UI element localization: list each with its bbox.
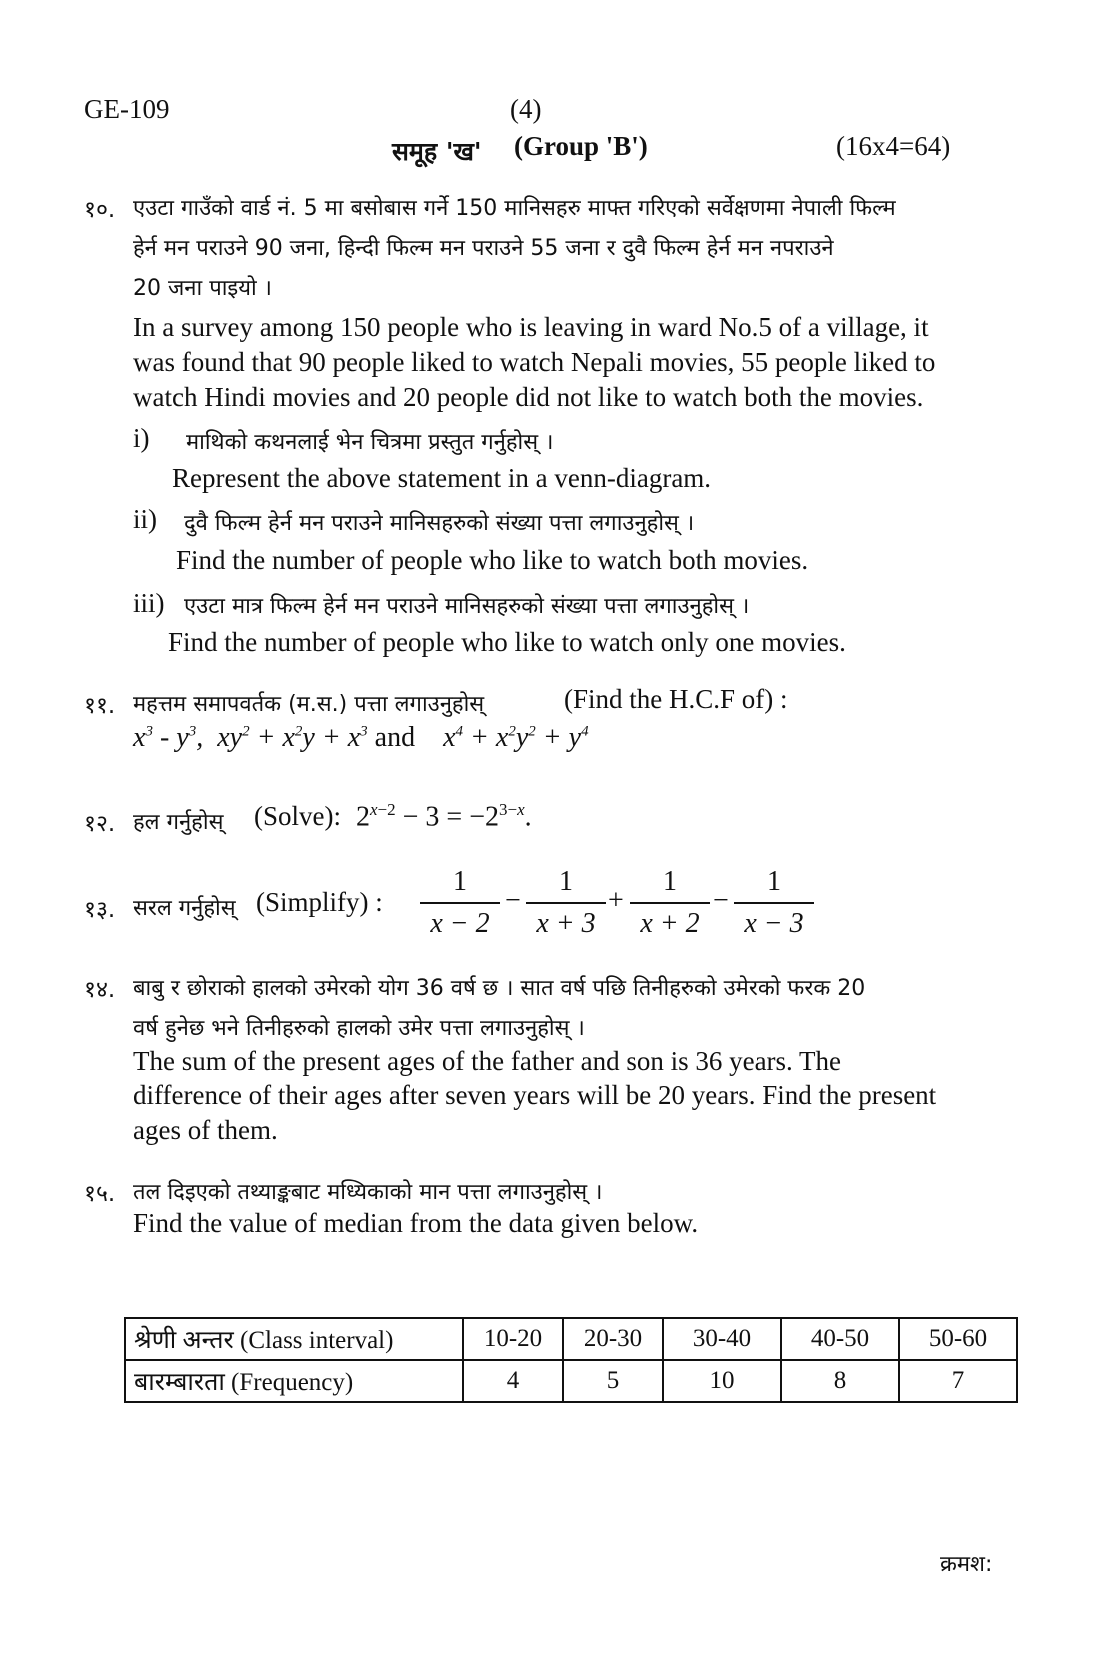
q10-en-line3: watch Hindi movies and 20 people did not like to watch both the movies. xyxy=(133,382,924,412)
group-title-en: (Group 'B') xyxy=(514,131,648,161)
q13-fraction-2 xyxy=(526,866,606,940)
q10-np-line1: एउटा गाउँको वार्ड नं. 5 मा बसोबास गर्ने 150 मानिसहरु माफ्त गरिएको सर्वेक्षणमा नेपाली फिल्म xyxy=(133,196,896,221)
q13-fraction-1-numerator: 1 xyxy=(420,866,500,904)
interval-cell: 30-40 xyxy=(663,1318,781,1360)
q13-operator-1: − xyxy=(505,885,521,916)
frequency-cell: 5 xyxy=(563,1360,663,1402)
q14-en-line1: The sum of the present ages of the father and son is 36 years. The xyxy=(133,1046,842,1076)
frequency-table xyxy=(124,1317,1018,1403)
q13-operator-3: − xyxy=(713,885,729,916)
q10-ii-np: दुवै फिल्म हेर्न मन पराउने मानिसहरुको संख्या पत्ता लगाउनुहोस् । xyxy=(184,511,695,536)
q10-number: १०. xyxy=(84,197,116,223)
q10-iii-en: Find the number of people who like to watch only one movies. xyxy=(168,627,846,657)
exam-code: GE-109 xyxy=(84,94,170,124)
page-number: (4) xyxy=(510,94,542,124)
q10-iii-label: iii) xyxy=(133,588,165,618)
table-row xyxy=(125,1318,1017,1360)
frequency-cell: 10 xyxy=(663,1360,781,1402)
group-title-np: समूह 'ख' xyxy=(392,137,482,166)
q11-np: महत्तम समापवर्तक (म.स.) पत्ता लगाउनुहोस् xyxy=(133,692,485,717)
q12-equation: $2^{x-2} - 3 = -2^{3-x}$. xyxy=(356,800,532,833)
q11-number: ११. xyxy=(84,693,116,719)
q10-i-label: i) xyxy=(133,423,150,453)
continued-label: क्रमश: xyxy=(940,1552,993,1577)
q11-and: and xyxy=(374,722,416,753)
q10-en-line2: was found that 90 people liked to watch Nepali movies, 55 people liked to xyxy=(133,347,936,377)
q13-fraction-2-numerator: 1 xyxy=(526,866,606,904)
q13-fraction-1-denominator: x − 2 xyxy=(430,908,490,939)
q13-fraction-2-denominator: x + 3 xyxy=(536,908,596,939)
q15-np: तल दिइएको तथ्याङ्कबाट मध्यिकाको मान पत्ता लगाउनुहोस् । xyxy=(133,1180,603,1205)
interval-cell: 40-50 xyxy=(781,1318,899,1360)
q10-en-line1: In a survey among 150 people who is leaving in ward No.5 of a village, it xyxy=(133,312,929,342)
group-marks: (16x4=64) xyxy=(836,131,951,161)
q13-fraction-4-numerator: 1 xyxy=(734,866,814,904)
q13-fraction-3-denominator: x + 2 xyxy=(640,908,700,939)
q14-np-line1: बाबु र छोराको हालको उमेरको योग 36 वर्ष छ । सात वर्ष पछि तिनीहरुको उमेरको फरक 20 xyxy=(133,976,866,1001)
q13-fraction-3-numerator: 1 xyxy=(630,866,710,904)
q10-np-line2: हेर्न मन पराउने 90 जना, हिन्दी फिल्म मन पराउने 55 जना र दुवै फिल्म हेर्न मन नपराउने xyxy=(133,236,834,261)
q12-en: (Solve): xyxy=(254,801,341,831)
q10-ii-label: ii) xyxy=(133,504,157,534)
q13-fraction-3 xyxy=(630,866,710,940)
table-row xyxy=(125,1360,1017,1402)
q10-iii-np: एउटा मात्र फिल्म हेर्न मन पराउने मानिसहरुको संख्या पत्ता लगाउनुहोस् । xyxy=(184,594,750,619)
frequency-cell: 8 xyxy=(781,1360,899,1402)
interval-cell: 20-30 xyxy=(563,1318,663,1360)
q15-number: १५. xyxy=(84,1181,116,1207)
interval-cell: 10-20 xyxy=(463,1318,563,1360)
q10-ii-en: Find the number of people who like to watch both movies. xyxy=(176,545,809,575)
q12-number: १२. xyxy=(84,811,116,837)
q14-np-line2: वर्ष हुनेछ भने तिनीहरुको हालको उमेर पत्ता लगाउनुहोस् । xyxy=(133,1016,585,1041)
q13-np: सरल गर्नुहोस् xyxy=(133,896,236,921)
frequency-cell: 7 xyxy=(899,1360,1017,1402)
q13-fraction-4-denominator: x − 3 xyxy=(744,908,804,939)
q10-i-en: Represent the above statement in a venn-diagram. xyxy=(172,463,712,493)
q11-expression: $x^3 - y^3$, $xy^2 + x^2y + x^3$ and $x^4 + x^2y^2 + y^4$ xyxy=(133,722,589,753)
frequency-cell: 4 xyxy=(463,1360,563,1402)
q12-np: हल गर्नुहोस् xyxy=(133,810,224,835)
q13-operator-2: + xyxy=(608,885,624,916)
q13-en: (Simplify) : xyxy=(256,887,383,917)
q13-fraction-4 xyxy=(734,866,814,940)
q10-i-np: माथिको कथनलाई भेन चित्रमा प्रस्तुत गर्नुहोस् । xyxy=(186,430,554,455)
q11-en: (Find the H.C.F of) : xyxy=(564,684,788,714)
q14-en-line3: ages of them. xyxy=(133,1115,278,1145)
class-interval-header: श्रेणी अन्तर (Class interval) xyxy=(125,1318,463,1360)
frequency-header: बारम्बारता (Frequency) xyxy=(125,1360,463,1402)
interval-cell: 50-60 xyxy=(899,1318,1017,1360)
q15-en: Find the value of median from the data given below. xyxy=(133,1208,699,1238)
q14-number: १४. xyxy=(84,977,116,1003)
q14-en-line2: difference of their ages after seven years will be 20 years. Find the present xyxy=(133,1080,937,1110)
q13-fraction-1 xyxy=(420,866,500,940)
q13-number: १३. xyxy=(84,897,116,923)
q10-np-line3: 20 जना पाइयो । xyxy=(133,276,272,301)
